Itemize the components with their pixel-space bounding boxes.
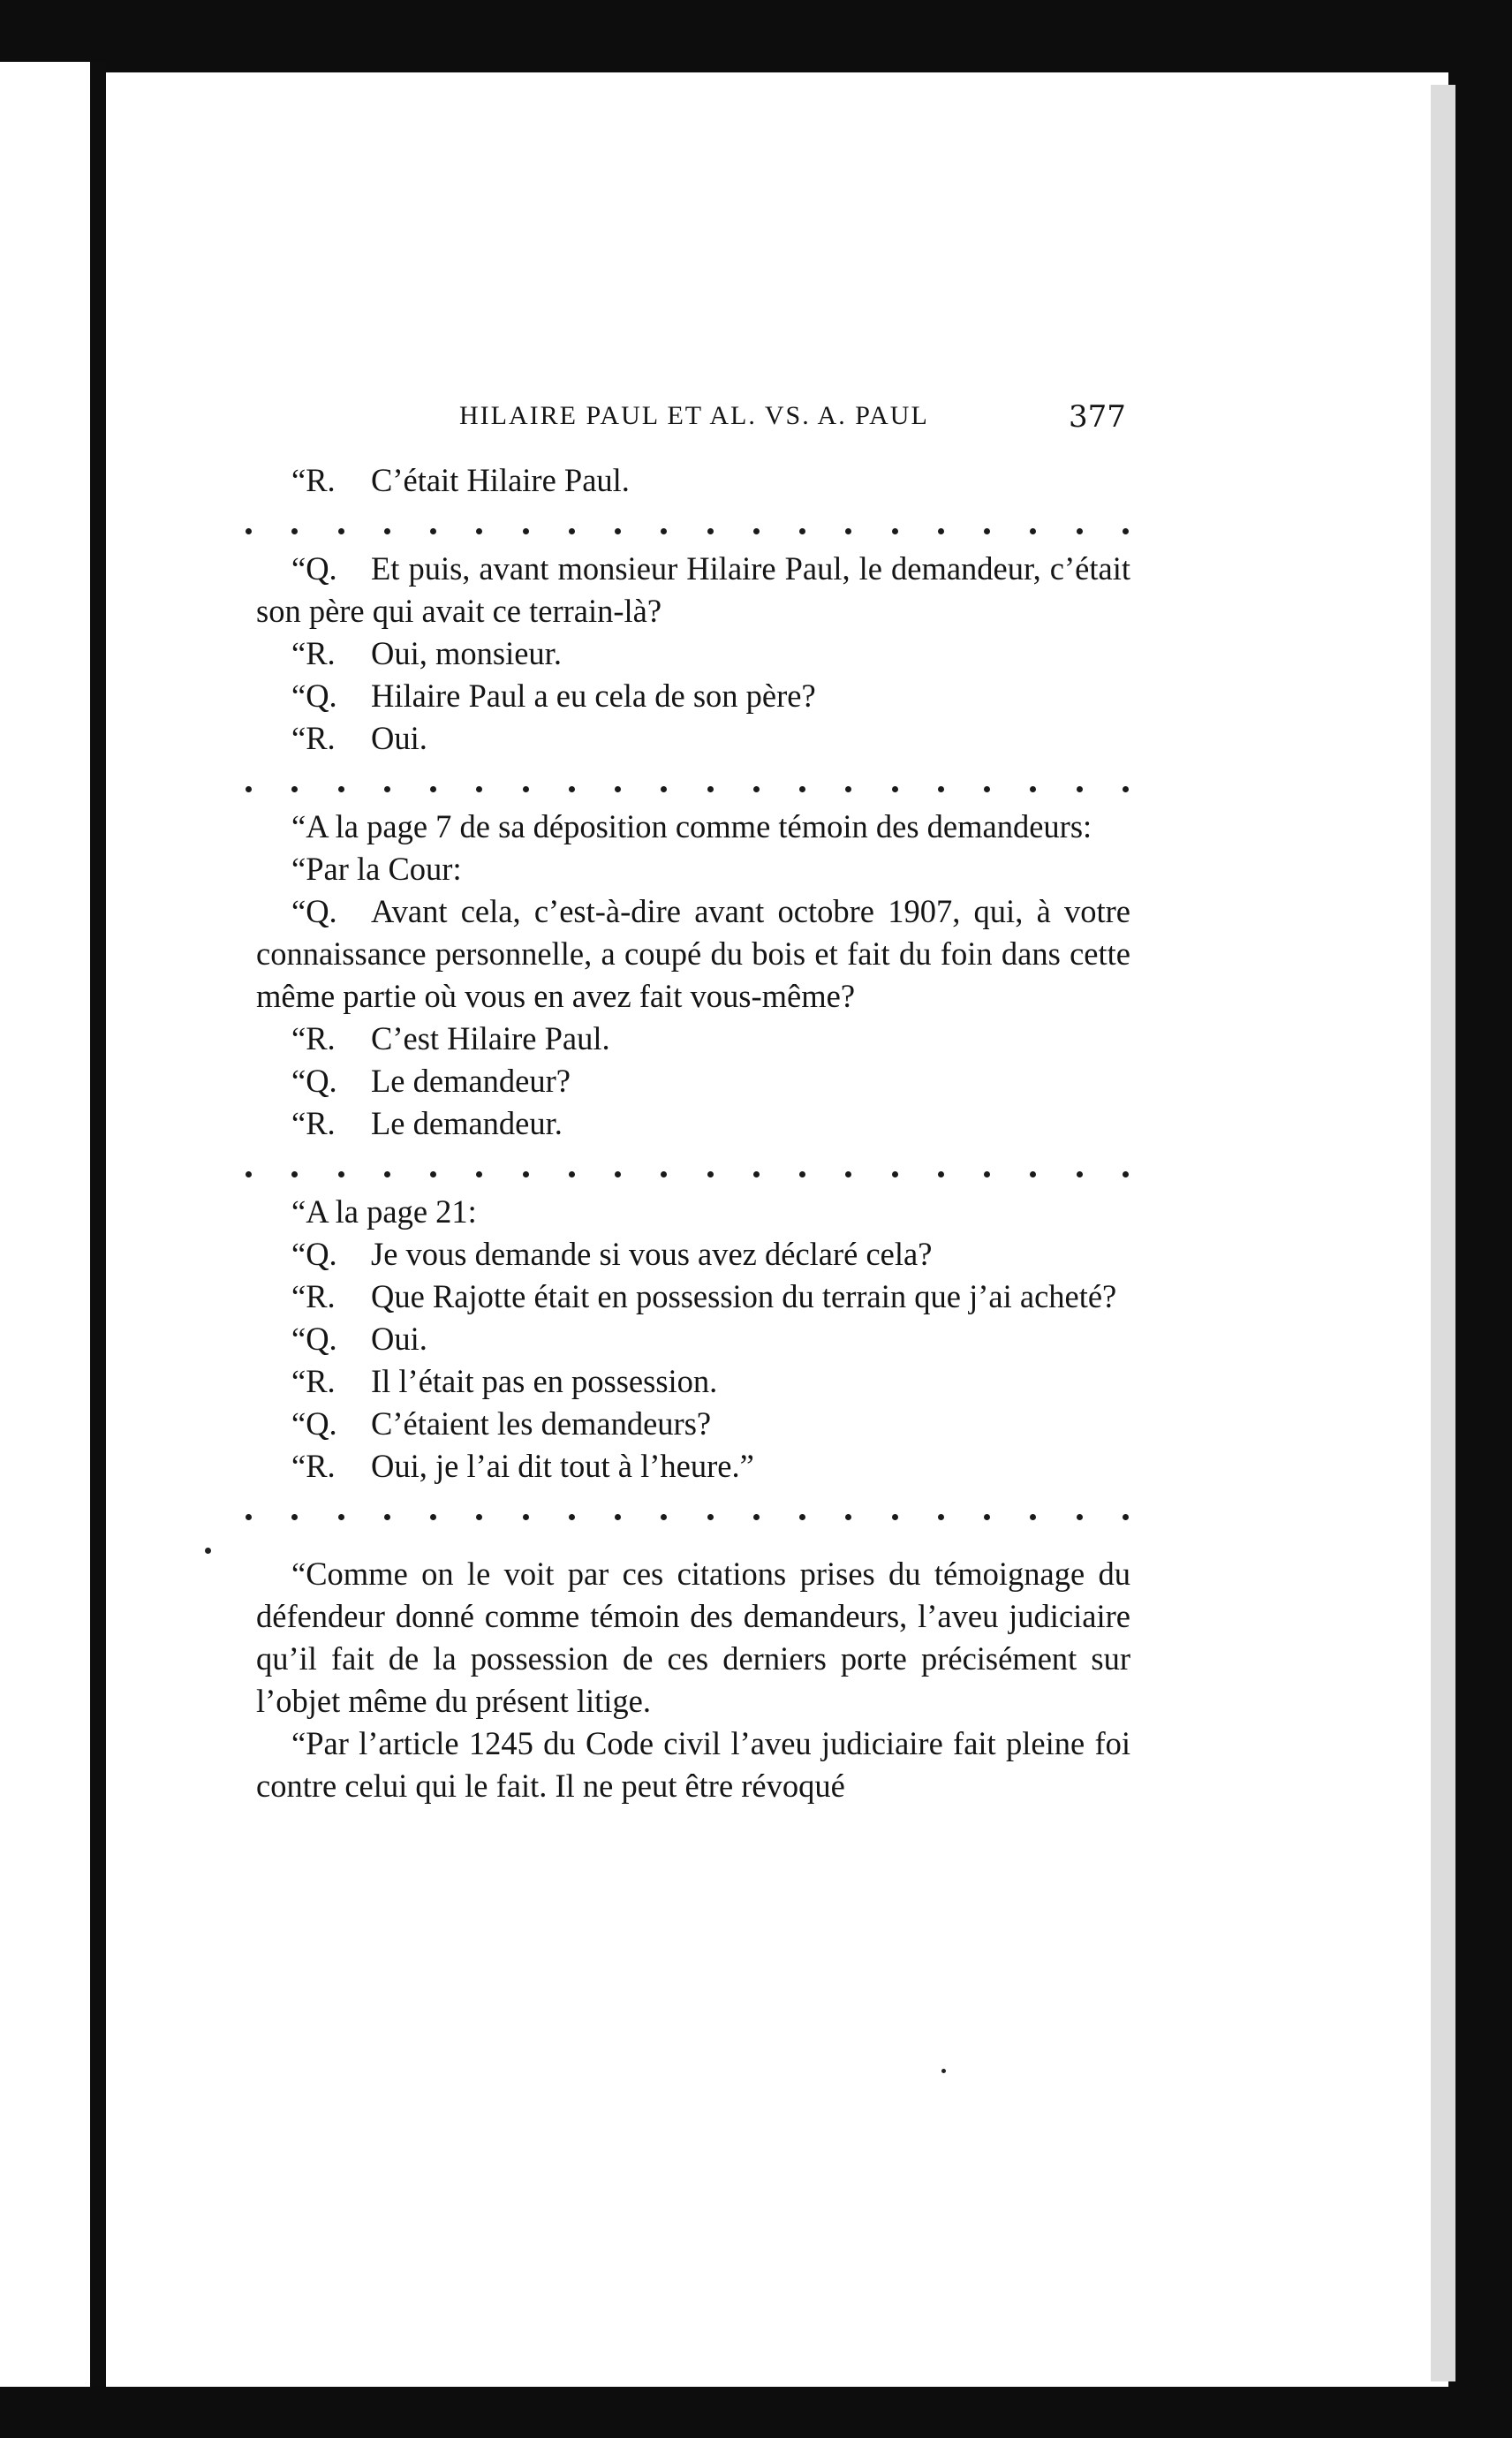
body-paragraph: “Comme on le voit par ces citations prises du témoignage du défendeur donné comme témoin des demandeurs, l’aveu judiciaire qu’il fait de la possession de ces derniers porte précisément sur l’objet même du présent litige. — [256, 1556, 1130, 1719]
answer-text: Oui, monsieur. — [371, 635, 562, 671]
speaker-mark: “R. — [291, 720, 336, 756]
page-header — [459, 401, 1130, 445]
body-text — [256, 459, 1130, 1807]
scan-border-top — [0, 0, 1512, 72]
answer-text: Oui. — [371, 720, 427, 756]
page-number: 377 — [1069, 399, 1126, 435]
speaker-mark: “R. — [291, 635, 336, 671]
question-line — [256, 1060, 1130, 1102]
speaker-mark: “Q. — [291, 1405, 337, 1442]
facing-page-edge — [0, 62, 90, 2387]
speaker-mark: “Q. — [291, 893, 337, 929]
answer-text: Il l’était pas en possession. — [371, 1363, 718, 1399]
running-head: HILAIRE PAUL ET AL. VS. A. PAUL — [459, 401, 929, 430]
omission-dots — [246, 1157, 1129, 1191]
question-text: Avant cela, c’est-à-dire avant octobre 1907, qui, à votre connaissance personnelle, a coupé du bois et fait du foin dans cette même partie où vous en avez fait vous-même? — [256, 893, 1130, 1014]
quote-intro: “A la page 21: — [291, 1193, 477, 1230]
speaker-mark: “R. — [291, 1448, 336, 1484]
page-edge-shadow — [1431, 85, 1455, 2381]
answer-line — [256, 459, 1130, 502]
question-text: Et puis, avant monsieur Hilaire Paul, le demandeur, c’était son père qui avait ce terrain-là? — [256, 550, 1130, 629]
body-paragraph: “Par l’article 1245 du Code civil l’aveu judiciaire fait pleine foi contre celui qui le fait. Il ne peut être révoqué — [256, 1725, 1130, 1804]
question-line — [256, 548, 1130, 632]
speaker-mark: “Q. — [291, 678, 337, 714]
question-text: Le demandeur? — [371, 1063, 571, 1099]
answer-line — [256, 1276, 1130, 1318]
question-text: C’étaient les demandeurs? — [371, 1405, 712, 1442]
question-text: Oui. — [371, 1321, 427, 1357]
speaker-mark: “R. — [291, 1363, 336, 1399]
question-line — [256, 890, 1130, 1018]
print-speck — [941, 2069, 946, 2073]
question-line — [256, 675, 1130, 717]
answer-text: Le demandeur. — [371, 1105, 563, 1141]
answer-line — [256, 1102, 1130, 1145]
omission-dots — [246, 772, 1129, 806]
question-text: Je vous demande si vous avez déclaré cela? — [371, 1236, 933, 1272]
answer-text: Que Rajotte était en possession du terrain que j’ai acheté? — [371, 1278, 1117, 1314]
answer-line — [256, 1445, 1130, 1488]
speaker-mark: “R. — [291, 1278, 336, 1314]
speaker-mark: “Q. — [291, 1321, 337, 1357]
speaker-mark: “R. — [291, 462, 336, 498]
scan-border-bottom — [0, 2387, 1512, 2438]
scan-border-right — [1448, 0, 1512, 2438]
answer-text: C’est Hilaire Paul. — [371, 1020, 610, 1056]
question-text: Hilaire Paul a eu cela de son père? — [371, 678, 816, 714]
print-speck — [205, 1548, 211, 1554]
answer-line — [256, 632, 1130, 675]
answer-line — [256, 1360, 1130, 1403]
question-line — [256, 1318, 1130, 1360]
answer-line — [256, 717, 1130, 760]
question-line — [256, 1403, 1130, 1445]
speaker-mark: “R. — [291, 1105, 336, 1141]
speaker-mark: “R. — [291, 1020, 336, 1056]
answer-text: C’était Hilaire Paul. — [371, 462, 630, 498]
quote-intro: “A la page 7 de sa déposition comme témoin des demandeurs: — [291, 808, 1092, 844]
omission-dots — [246, 514, 1129, 548]
book-spine — [90, 62, 106, 2387]
answer-text: Oui, je l’ai dit tout à l’heure.” — [371, 1448, 754, 1484]
answer-line — [256, 1018, 1130, 1060]
speaker-mark: “Q. — [291, 1236, 337, 1272]
speaker-mark: “Q. — [291, 1063, 337, 1099]
speaker-mark: “Q. — [291, 550, 337, 587]
omission-dots — [246, 1500, 1129, 1533]
question-line — [256, 1233, 1130, 1276]
quote-intro: “Par la Cour: — [291, 851, 462, 887]
